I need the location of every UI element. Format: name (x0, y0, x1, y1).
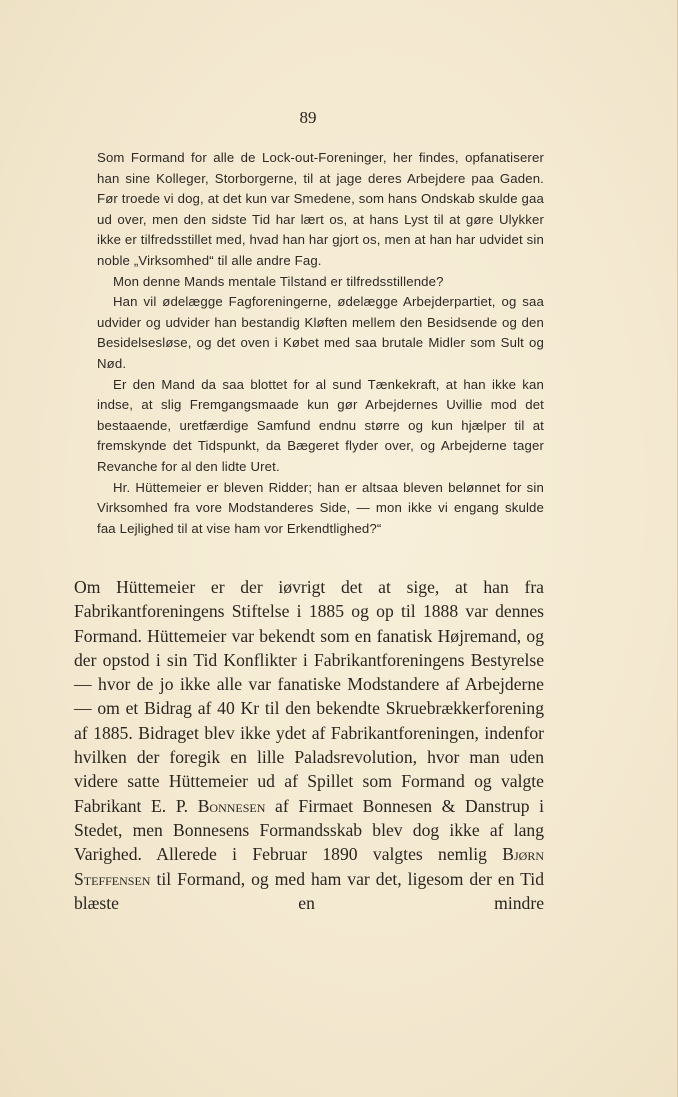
body-text-part-3: til Formand, og med ham var det, ligesom der en Tid blæste en mindre (74, 868, 544, 913)
quote-paragraph-3: Han vil ødelægge Fagforeningerne, ødelægge Arbejderpartiet, og saa udvider og udvider han bestandig Kløften mellem den Besidsende og den Besidelsesløse, og det oven i Købet med saa brutale Midler som Sult og Nød. (97, 294, 544, 371)
body-paragraph (74, 575, 544, 915)
person-name-steffensen: Bjørn Steffensen (74, 844, 544, 889)
quote-paragraph-1: Som Formand for alle de Lock-out-Foreninger, her findes, opfanatiserer han sine Kolleger, Storborgerne, til at jage deres Arbejdere paa Gaden. Før troede vi dog, at det kun var Smedene, som hans Ondskab skulde gaa ud over, men den sidste Tid har lært os, at hans Lyst til at gøre Ulykker ikke er tilfredsstillet med, hvad han har gjort os, men at han har udvidet sin noble „Virksomhed“ til alle andre Fag. (97, 150, 544, 268)
body-text-part-2: af Firmaet Bonnesen & Danstrup i Stedet, men Bonnesens Formandsskab blev dog ikke af lang Varighed. Allerede i Februar 1890 valgtes nemlig (74, 795, 544, 865)
body-text (74, 575, 544, 915)
quoted-letter (97, 148, 544, 539)
person-name-bonnesen: Bonnesen (197, 795, 266, 816)
body-text-part-1: Om Hüttemeier er der iøvrigt det at sige, at han fra Fabrikantforeningens Stiftelse i 1885 og op til 1888 var dennes Formand. Hüttemeier var bekendt som en fanatisk Højremand, og der opstod i sin Tid Konflikter i Fabrikantforeningens Bestyrelse — hvor de jo ikke alle var fanatiske Modstandere af Arbejderne — om et Bidrag af 40 Kr til den bekendte Skruebrækkerforening af 1885. Bidraget blev ikke ydet af Fabrikantforeningen, indenfor hvilken der foregik en lille Paladsrevolution, hvor man uden videre satte Hüttemeier ud af Spillet som Formand og valgte Fabrikant E. P. (74, 577, 544, 816)
quote-paragraph-2: Mon denne Mands mentale Tilstand er tilfredsstillende? (113, 273, 444, 289)
page-number: 89 (299, 108, 317, 127)
quote-paragraph-5: Hr. Hüttemeier er bleven Ridder; han er altsaa bleven belønnet for sin Virksomhed fra vore Modstanderes Side, — mon ikke vi engang skulde faa Lejlighed til at vise ham vor Erkendtlighed?“ (97, 479, 544, 536)
quote-paragraph-4: Er den Mand da saa blottet for al sund Tænkekraft, at han ikke kan indse, at slig Fremgangsmaade kun gør Arbejdernes Uvillie mod det bestaaende, uretfærdige Samfund endnu større og kun hjælper til at fremskynde det Tidspunkt, da Bægeret flyder over, og Arbejderne tager Revanche for al den lidte Uret. (97, 376, 544, 474)
